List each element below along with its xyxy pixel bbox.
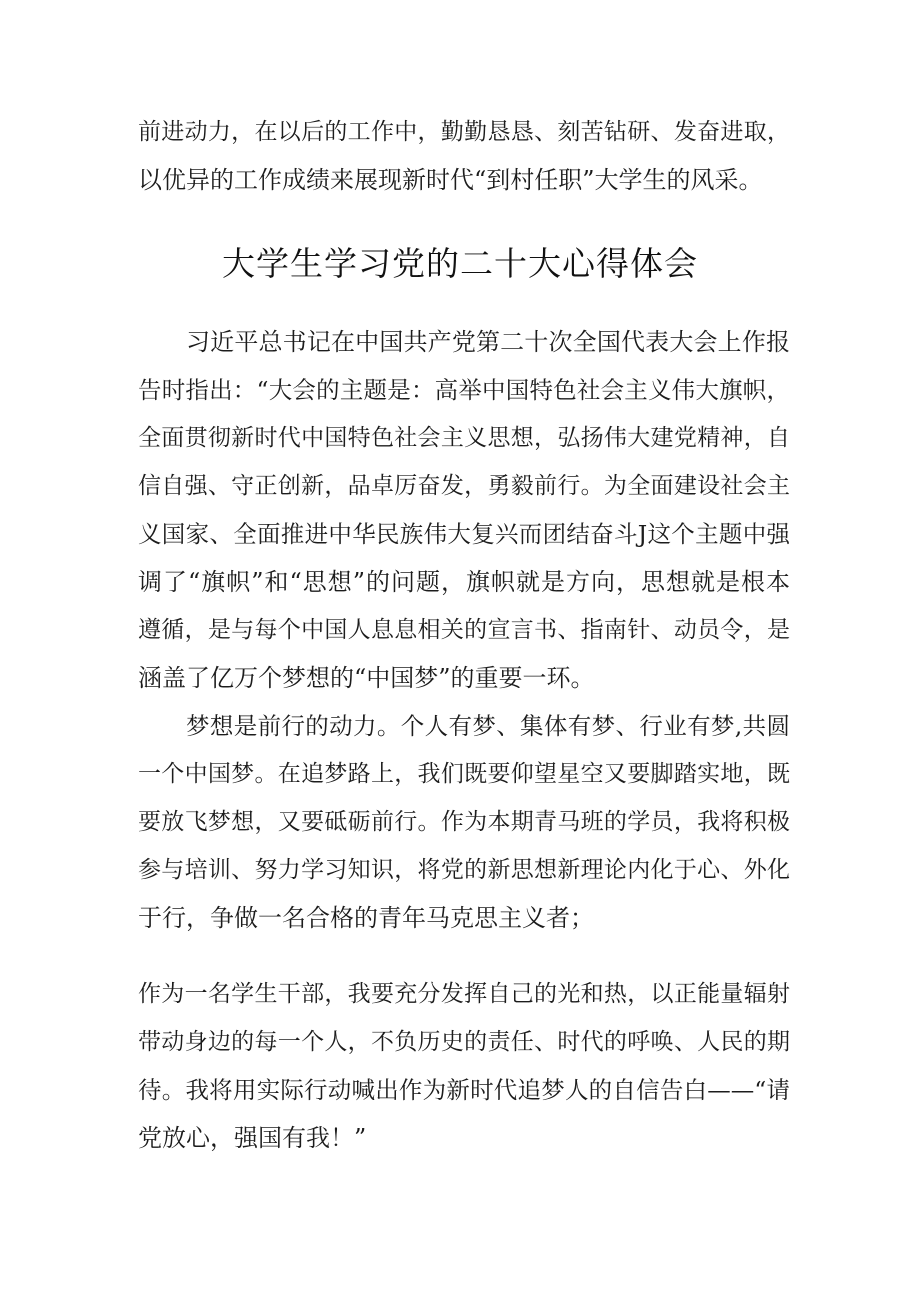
paragraph2-line-5: 于行，争做一名合格的青年马克思主义者； xyxy=(138,904,594,932)
paragraph3-line-2: 带动身边的每一个人，不负历史的责任、时代的呼唤、人民的期 xyxy=(138,1029,790,1055)
paragraph2-line-4: 参与培训、努力学习知识，将党的新思想新理论内化于心、外化 xyxy=(138,857,790,883)
paragraph1-line-6: 调了“旗帜”和“思想”的问题，旗帜就是方向，思想就是根本 xyxy=(138,568,790,596)
paragraph2-line-3: 要放飞梦想，又要砥砺前行。作为本期青马班的学员，我将积极 xyxy=(138,809,790,835)
paragraph1-line-5: 义国家、全面推进中华民族伟大复兴而团结奋斗J这个主题中强 xyxy=(138,520,790,548)
paragraph3-line-1: 作为一名学生干部，我要充分发挥自己的光和热，以正能量辐射 xyxy=(138,981,790,1007)
article-title: 大学生学习党的二十大心得体会 xyxy=(222,244,698,283)
intro-line-2: 以优异的工作成绩来展现新时代“到村任职”大学生的风采。 xyxy=(138,166,763,194)
paragraph1-line-3: 全面贯彻新时代中国特色社会主义思想，弘扬伟大建党精神，自 xyxy=(138,425,790,451)
paragraph1-line-8: 涵盖了亿万个梦想的“中国梦”的重要一环。 xyxy=(138,664,595,692)
paragraph1-line-2: 告时指出：“大会的主题是：高举中国特色社会主义伟大旗帜， xyxy=(138,376,790,404)
paragraph3-line-4: 党放心，强国有我！” xyxy=(138,1124,367,1152)
paragraph2-line-2: 一个中国梦。在追梦路上，我们既要仰望星空又要脚踏实地，既 xyxy=(138,761,790,787)
paragraph1-line-7: 遵循，是与每个中国人息息相关的宣言书、指南针、动员令，是 xyxy=(138,617,790,643)
intro-line-1: 前进动力，在以后的工作中，勤勤恳恳、刻苦钻研、发奋进取， xyxy=(138,119,790,145)
paragraph2-line-1: 梦想是前行的动力。个人有梦、集体有梦、行业有梦,共圆 xyxy=(186,712,790,740)
paragraph3-line-3: 待。我将用实际行动喊出作为新时代追梦人的自信告白——“请 xyxy=(138,1076,790,1104)
paragraph1-line-1: 习近平总书记在中国共产党第二十次全国代表大会上作报 xyxy=(186,328,790,356)
paragraph1-line-4: 信自强、守正创新，品卓厉奋发，勇毅前行。为全面建设社会主 xyxy=(138,473,790,499)
